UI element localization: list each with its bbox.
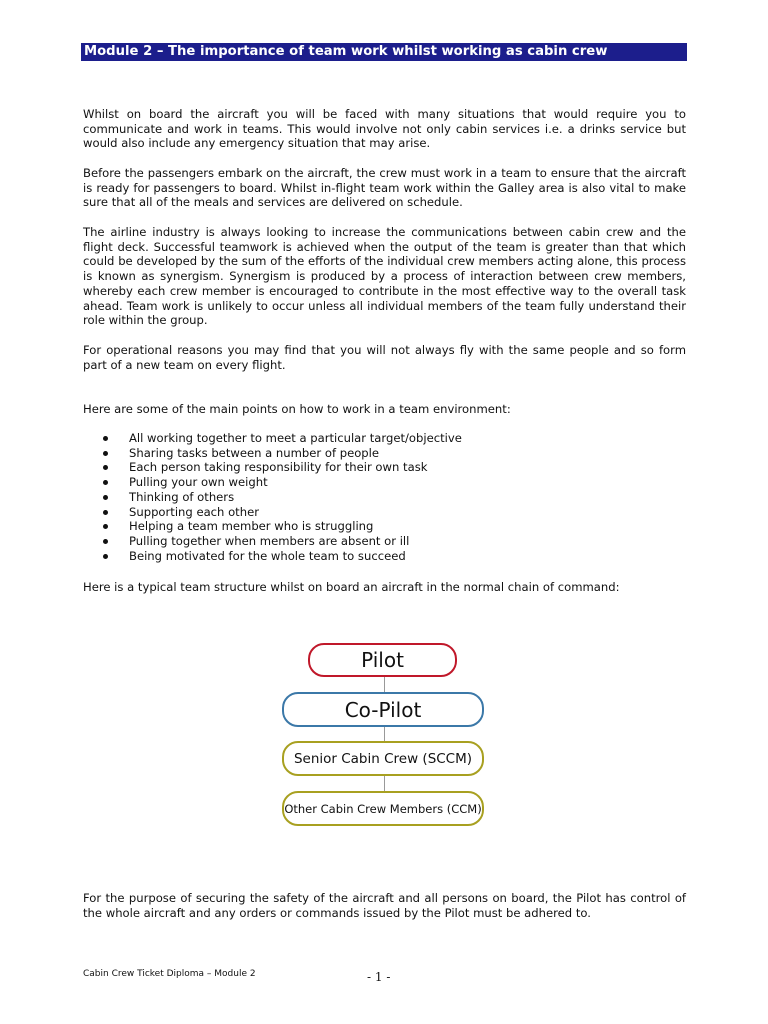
list-item-text: All working together to meet a particular target/objective: [129, 431, 462, 445]
connector-line: [384, 726, 385, 742]
pilot-authority-paragraph: For the purpose of securing the safety of the aircraft and all persons on board, the Pilot has control of the whole aircraft and any orders or commands issued by the Pilot must be adhered to.: [83, 891, 686, 920]
synergism-paragraph: The airline industry is always looking to increase the communications between cabin crew and the flight deck. Successful teamwork is achieved when the output of the team is greater than that which could be developed by the sum of the efforts of the individual crew members acting alone, this process is known as synergism. Synergism is produced by a process of interaction between crew members, whereby each crew member is encouraged to contribute in the most effective way to the overall task ahead. Team work is unlikely to occur unless all individual members of the team fully understand their role within the group.: [83, 225, 686, 328]
list-item: [83, 475, 643, 490]
list-item-text: Pulling together when members are absent or ill: [129, 533, 410, 548]
list-item: [83, 519, 643, 534]
connector-line: [384, 775, 385, 792]
bullet-icon: [103, 451, 108, 456]
copilot-box: Co-Pilot: [282, 692, 484, 727]
list-item: [83, 505, 643, 520]
bullet-icon: [103, 554, 108, 559]
page-number: - 1 -: [367, 970, 391, 984]
list-item-text: Supporting each other: [129, 504, 259, 519]
bullet-icon: [103, 495, 108, 500]
list-item: [83, 446, 643, 461]
list-item: [83, 460, 643, 475]
other-cabin-crew-box: Other Cabin Crew Members (CCM): [282, 791, 484, 826]
bullet-icon: [103, 539, 108, 544]
bullet-icon: [103, 510, 108, 515]
operational-paragraph: For operational reasons you may find that you will not always fly with the same people and so form part of a new team on every flight.: [83, 343, 686, 372]
list-item-text: Each person taking responsibility for their own task: [129, 460, 428, 475]
intro-paragraph: Whilst on board the aircraft you will be faced with many situations that would require you to communicate and work in teams. This would involve not only cabin services i.e. a drinks service but would also include any emergency situation that may arise.: [83, 107, 686, 151]
list-item: [83, 431, 643, 446]
list-item-text: Being motivated for the whole team to succeed: [129, 548, 406, 563]
bullet-icon: [103, 465, 108, 470]
senior-cabin-crew-box: Senior Cabin Crew (SCCM): [282, 741, 484, 776]
pilot-box: Pilot: [308, 643, 457, 677]
bullet-icon: [103, 480, 108, 485]
team-structure-intro: Here is a typical team structure whilst on board an aircraft in the normal chain of command:: [83, 580, 620, 594]
list-item: [83, 549, 643, 564]
bullet-icon: [103, 524, 108, 529]
list-item: [83, 490, 643, 505]
main-points-intro: Here are some of the main points on how to work in a team environment:: [83, 402, 511, 416]
list-item-text: Sharing tasks between a number of people: [129, 445, 380, 460]
footer-document-title: Cabin Crew Ticket Diploma – Module 2: [83, 969, 256, 979]
list-item-text: Pulling your own weight: [129, 475, 268, 490]
boarding-paragraph: Before the passengers embark on the aircraft, the crew must work in a team to ensure that the aircraft is ready for passengers to board. Whilst in-flight team work within the Galley area is also vital to make sure that all of the meals and services are delivered on schedule.: [83, 166, 686, 210]
bullet-icon: [103, 436, 108, 441]
list-item-text: Helping a team member who is struggling: [129, 519, 374, 534]
module-title: Module 2 – The importance of team work whilst working as cabin crew: [81, 43, 687, 61]
list-item: [83, 534, 643, 549]
team-points-list: [83, 431, 643, 563]
list-item-text: Thinking of others: [129, 489, 235, 504]
